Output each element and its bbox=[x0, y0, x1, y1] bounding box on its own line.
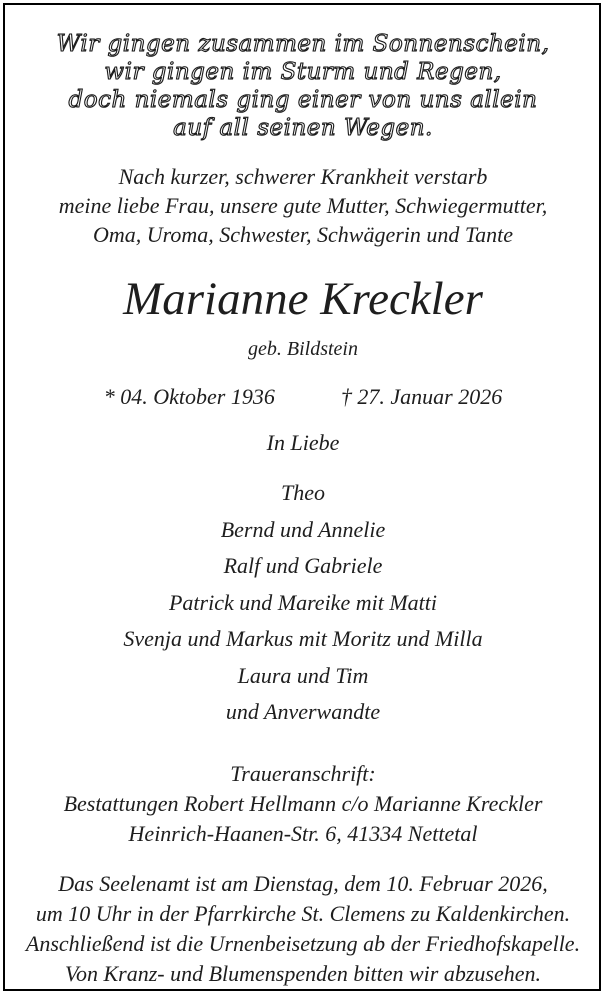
service-info bbox=[10, 869, 596, 990]
mourner-line: Svenja und Markus mit Moritz und Milla bbox=[123, 626, 483, 651]
mourners-list bbox=[10, 475, 596, 731]
obituary-notice bbox=[10, 0, 596, 989]
poem bbox=[10, 0, 596, 142]
intro-line: Oma, Uroma, Schwester, Schwägerin und Tante bbox=[92, 222, 514, 247]
service-info-line: Anschließend ist die Urnenbeisetzung ab der Friedhofskapelle. bbox=[25, 930, 581, 956]
poem-line: doch niemals ging einer von uns allein bbox=[68, 87, 538, 113]
dedication: In Liebe bbox=[266, 430, 340, 455]
maiden-name: geb. Bildstein bbox=[248, 338, 358, 360]
intro-line: Nach kurzer, schwerer Krankheit verstarb bbox=[118, 164, 488, 189]
poem-line: auf all seinen Wegen. bbox=[173, 115, 433, 141]
service-info-line: Das Seelenamt ist am Dienstag, dem 10. Februar 2026, bbox=[58, 870, 548, 896]
service-info-line: um 10 Uhr in der Pfarrkirche St. Clemens zu Kaldenkirchen. bbox=[35, 900, 571, 926]
death-date: † 27. Januar 2026 bbox=[340, 384, 503, 409]
mourning-address-line: Bestattungen Robert Hellmann c/o Marianne Kreckler bbox=[63, 790, 543, 816]
mourning-address-title: Traueranschrift: bbox=[230, 760, 376, 786]
mourner-line: Laura und Tim bbox=[237, 662, 369, 688]
poem-line: wir gingen im Sturm und Regen, bbox=[104, 59, 502, 85]
mourner-line: Ralf und Gabriele bbox=[223, 553, 383, 578]
mourning-address-line: Heinrich-Haanen-Str. 6, 41334 Nettetal bbox=[128, 820, 478, 846]
intro-line: meine liebe Frau, unsere gute Mutter, Schwiegermutter, bbox=[58, 193, 548, 218]
intro-text bbox=[10, 162, 596, 249]
mourner-line: und Anverwandte bbox=[225, 699, 381, 724]
mourner-line: Bernd und Annelie bbox=[220, 516, 386, 542]
mourner-line: Patrick und Mareike mit Matti bbox=[168, 589, 437, 615]
mourning-address bbox=[10, 759, 596, 849]
service-info-line: Von Kranz- und Blumenspenden bitten wir abzusehen. bbox=[64, 961, 542, 987]
deceased-name: Marianne Kreckler bbox=[123, 273, 483, 325]
life-dates bbox=[10, 383, 596, 411]
mourner-line: Theo bbox=[281, 480, 325, 505]
birth-date: * 04. Oktober 1936 bbox=[103, 384, 275, 409]
poem-line: Wir gingen zusammen im Sonnenschein, bbox=[56, 31, 550, 57]
